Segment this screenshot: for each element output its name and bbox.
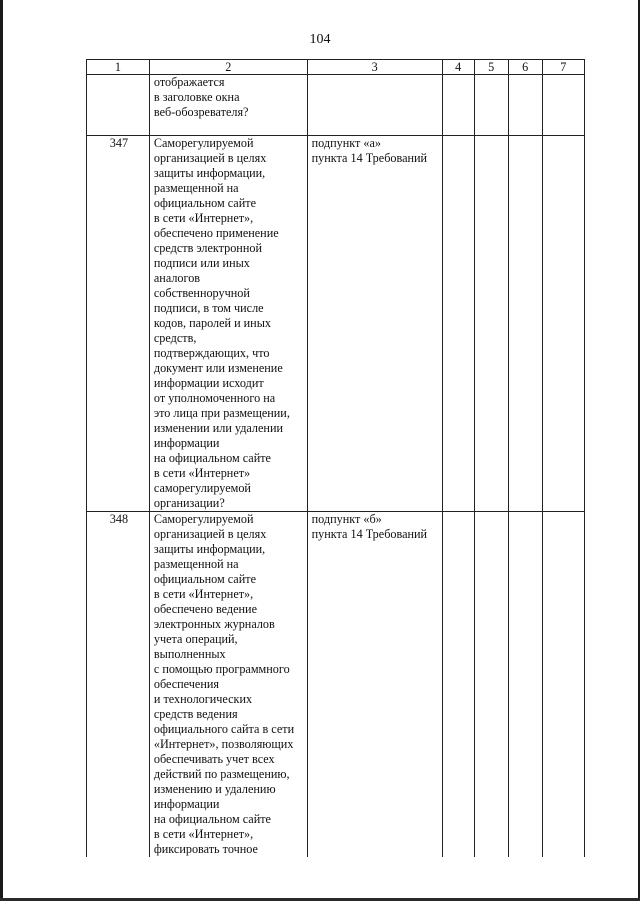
cell-text-line: саморегулируемой	[153, 481, 251, 495]
row-number: 348	[87, 512, 150, 858]
column-header-1: 1	[87, 60, 150, 75]
cell-text-line: с помощью программного	[153, 662, 290, 676]
answer-cell-6	[508, 512, 542, 858]
cell-text-line: официальном сайте	[153, 572, 256, 586]
cell-text-line: пункта 14 Требований	[311, 151, 428, 165]
cell-text-line: на официальном сайте	[153, 451, 271, 465]
table-row	[87, 75, 585, 136]
cell-text-line: официальном сайте	[153, 196, 256, 210]
cell-text-line: средств,	[153, 331, 197, 345]
cell-text-line: организацией в целях	[153, 527, 267, 541]
answer-cell-4	[442, 136, 474, 512]
cell-text-line: в заголовке окна	[153, 90, 240, 104]
cell-text-line: обеспечено применение	[153, 226, 279, 240]
question-cell	[149, 136, 307, 512]
column-header-4: 4	[442, 60, 474, 75]
cell-text-line: подпункт «а»	[311, 136, 381, 150]
reference-cell	[307, 512, 442, 858]
checklist-table	[86, 59, 585, 857]
page-edge-left	[0, 0, 3, 901]
cell-text-line: средств электронной	[153, 241, 262, 255]
cell-text-line: выполненных	[153, 647, 226, 661]
cell-text-line: веб-обозревателя?	[153, 105, 249, 119]
cell-text-line: информации	[153, 436, 220, 450]
cell-text-line: в сети «Интернет»,	[153, 587, 254, 601]
table-row	[87, 136, 585, 512]
row-number	[87, 75, 150, 136]
column-header-3: 3	[307, 60, 442, 75]
reference-cell	[307, 75, 442, 136]
cell-text-line: отображается	[153, 75, 225, 89]
cell-text-line: информации исходит	[153, 376, 264, 390]
cell-text-line: размещенной на	[153, 181, 239, 195]
cell-text-line: защиты информации,	[153, 166, 266, 180]
cell-text-line: организации?	[153, 496, 225, 510]
cell-text-line: Саморегулируемой	[153, 512, 254, 526]
cell-text-line: подтверждающих, что	[153, 346, 270, 360]
cell-text-line: изменении или удалении	[153, 421, 283, 435]
answer-cell-6	[508, 136, 542, 512]
cell-text-line: обеспечивать учет всех	[153, 752, 275, 766]
cell-text-line: аналогов	[153, 271, 201, 285]
cell-text-line: от уполномоченного на	[153, 391, 276, 405]
cell-text-line: организацией в целях	[153, 151, 267, 165]
cell-text-line: кодов, паролей и иных	[153, 316, 271, 330]
row-number: 347	[87, 136, 150, 512]
answer-cell-5	[474, 512, 508, 858]
cell-text-line: подписи или иных	[153, 256, 250, 270]
cell-text-line: в сети «Интернет»,	[153, 827, 254, 841]
page-number: 104	[309, 32, 331, 47]
cell-text-line: документ или изменение	[153, 361, 283, 375]
cell-text-line: Саморегулируемой	[153, 136, 254, 150]
cell-text-line: фиксировать точное	[153, 842, 258, 856]
answer-cell-7	[542, 75, 584, 136]
answer-cell-5	[474, 75, 508, 136]
cell-text-line: «Интернет», позволяющих	[153, 737, 294, 751]
cell-text-line: электронных журналов	[153, 617, 275, 631]
cell-text-line: это лица при размещении,	[153, 406, 290, 420]
cell-text-line: средств ведения	[153, 707, 238, 721]
column-header-5: 5	[474, 60, 508, 75]
table-row	[87, 512, 585, 858]
cell-text-line: подписи, в том числе	[153, 301, 264, 315]
cell-text-line: защиты информации,	[153, 542, 266, 556]
cell-text-line: размещенной на	[153, 557, 239, 571]
cell-text-line: в сети «Интернет»	[153, 466, 251, 480]
cell-text-line: информации	[153, 797, 220, 811]
answer-cell-4	[442, 512, 474, 858]
column-header-7: 7	[542, 60, 584, 75]
answer-cell-4	[442, 75, 474, 136]
cell-text-line: официального сайта в сети	[153, 722, 295, 736]
cell-text-line: в сети «Интернет»,	[153, 211, 254, 225]
answer-cell-7	[542, 136, 584, 512]
cell-text-line: и технологических	[153, 692, 253, 706]
cell-text-line: обеспечено ведение	[153, 602, 257, 616]
answer-cell-5	[474, 136, 508, 512]
cell-text-line: на официальном сайте	[153, 812, 271, 826]
answer-cell-6	[508, 75, 542, 136]
cell-text-line: собственноручной	[153, 286, 250, 300]
cell-text-line: подпункт «б»	[311, 512, 382, 526]
cell-text-line: пункта 14 Требований	[311, 527, 428, 541]
question-cell	[149, 512, 307, 858]
table-header-row	[87, 60, 585, 75]
question-cell	[149, 75, 307, 136]
answer-cell-7	[542, 512, 584, 858]
cell-text-line: изменению и удалению	[153, 782, 276, 796]
cell-text-line: учета операций,	[153, 632, 238, 646]
column-header-6: 6	[508, 60, 542, 75]
column-header-2: 2	[149, 60, 307, 75]
cell-text-line: обеспечения	[153, 677, 219, 691]
cell-text-line: действий по размещению,	[153, 767, 290, 781]
reference-cell	[307, 136, 442, 512]
